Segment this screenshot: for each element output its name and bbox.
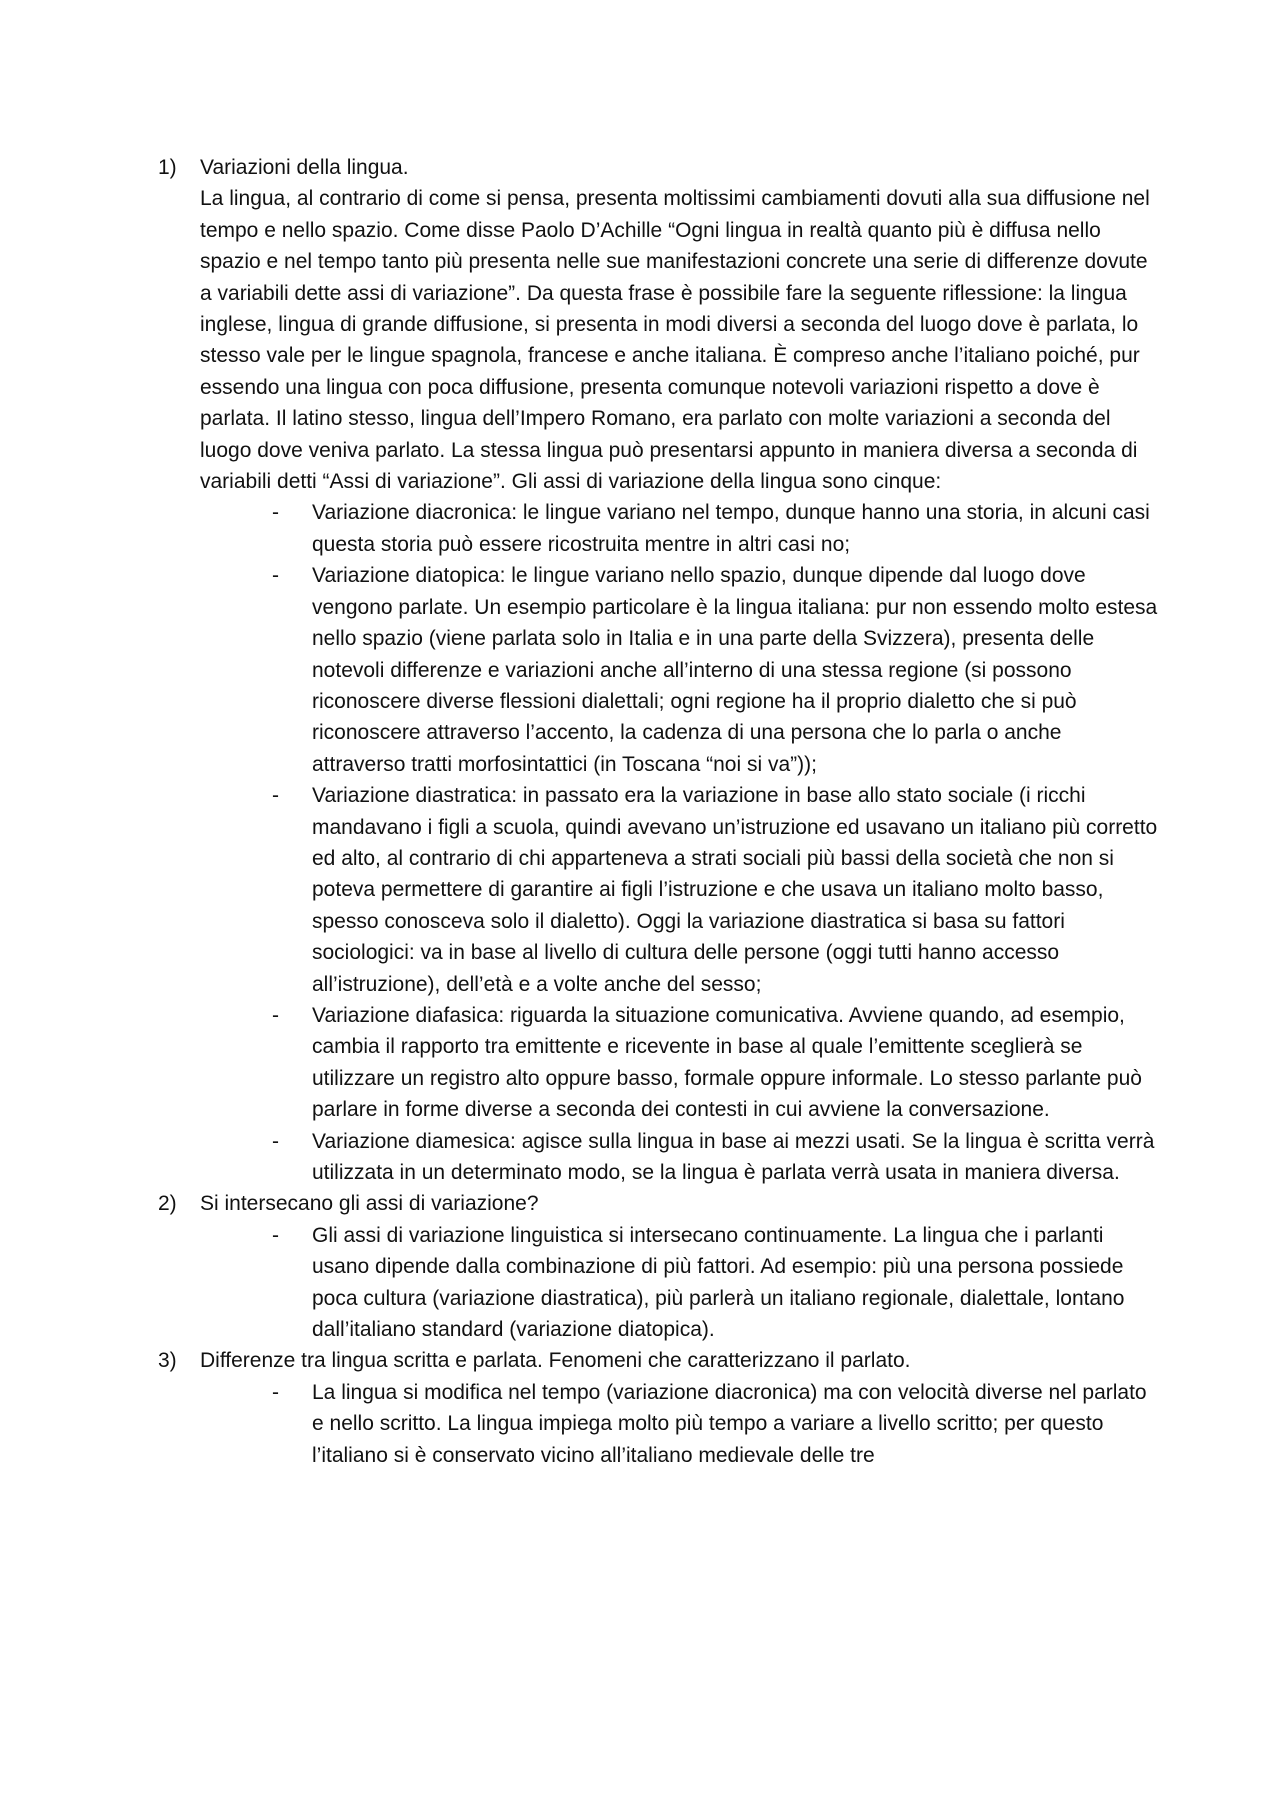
section-number: 2) [158,1192,177,1216]
list-item-text: Variazione diamesica: agisce sulla lingua in base ai mezzi usati. Se la lingua è scritta verrà utilizzata in un determinato modo, se la lingua è parlata verrà usata in maniera diversa. [312,1129,1155,1184]
section-title: Variazioni della lingua. [200,156,409,179]
section-title: Differenze tra lingua scritta e parlata. Fenomeni che caratterizzano il parlato. [200,1349,911,1373]
list-item [272,560,1158,780]
bullet-dash: - [272,564,279,588]
section-paragraph: La lingua, al contrario di come si pensa, presenta moltissimi cambiamenti dovuti alla sua diffusione nel tempo e nello spazio. Come disse Paolo D’Achille “Ogni lingua in realtà quanto più è diffusa nello spazio e nel tempo tanto più presenta nelle sue manifestazioni concrete una serie di differenze dovute a variabili dette assi di variazione”. Da questa frase è possibile fare la seguente riflessione: la lingua inglese, lingua di grande diffusione, si presenta in modi diversi a seconda del luogo dove è parlata, lo stesso vale per le lingue spagnola, francese e anche italiana. È compreso anche l’italiano poiché, pur essendo una lingua con poca diffusione, presenta comunque notevoli variazioni rispetto a dove è parlata. Il latino stesso, lingua dell’Impero Romano, era parlato con molte variazioni a seconda del luogo dove veniva parlato. La stessa lingua può presentarsi appunto in maniera diversa a seconda di variabili detti “Assi di variazione”. Gli assi di variazione della lingua sono cinque: [200,187,1150,494]
list-item-text: Variazione diafasica: riguarda la situazione comunicativa. Avviene quando, ad esempio, cambia il rapporto tra emittente e ricevente in base al quale l’emittente sceglierà se utilizzare un registro alto oppure basso, formale oppure informale. Lo stesso parlante può parlare in forme diverse a seconda dei contesti in cui avviene la conversazione. [312,1003,1142,1122]
list-item [272,1377,1158,1471]
list-item [272,1126,1158,1189]
section-number: 3) [158,1349,177,1373]
list-item [272,780,1158,1000]
bullet-list [158,1377,1158,1471]
bullet-dash: - [272,1003,279,1027]
bullet-dash: - [272,784,279,808]
bullet-dash: - [272,1380,279,1404]
section-2 [158,1188,1158,1345]
section-1 [158,152,1158,1188]
bullet-dash: - [272,1129,279,1153]
bullet-dash: - [272,501,279,525]
section-number: 1) [158,156,177,179]
bullet-list [158,1220,1158,1346]
bullet-list [158,497,1158,1188]
section-title: Si intersecano gli assi di variazione? [200,1192,539,1216]
list-item-text: Variazione diastratica: in passato era la variazione in base allo stato sociale (i ricchi mandavano i figli a scuola, quindi avevano un’istruzione ed usavano un italiano più corretto ed alto, al contrario di chi apparteneva a strati sociali più bassi della società che non si poteva permettere di garantire ai figli l’istruzione e che usava un italiano molto basso, spesso conosceva solo il dialetto). Oggi la variazione diastratica si basa su fattori sociologici: va in base al livello di cultura delle persone (oggi tutti hanno accesso all’istruzione), dell’età e a volte anche del sesso; [312,784,1158,996]
list-item [272,497,1158,560]
bullet-dash: - [272,1223,279,1247]
section-3 [158,1345,1158,1471]
list-item [272,1220,1158,1346]
list-item-text: Variazione diatopica: le lingue variano nello spazio, dunque dipende dal luogo dove vengono parlate. Un esempio particolare è la lingua italiana: pur non essendo molto estesa nello spazio (viene parlata solo in Italia e in una parte della Svizzera), presenta delle notevoli differenze e variazioni anche all’interno di una stessa regione (si possono riconoscere diverse flessioni dialettali; ogni regione ha il proprio dialetto che si può riconoscere attraverso l’accento, la cadenza di una persona che lo parla o anche attraverso tratti morfosintattici (in Toscana “noi si va”)); [312,564,1158,776]
list-item [272,1000,1158,1126]
list-item-text: Gli assi di variazione linguistica si intersecano continuamente. La lingua che i parlanti usano dipende dalla combinazione di più fattori. Ad esempio: più una persona possiede poca cultura (variazione diastratica), più parlerà un italiano regionale, dialettale, lontano dall’italiano standard (variazione diatopica). [312,1223,1125,1342]
list-item-text: La lingua si modifica nel tempo (variazione diacronica) ma con velocità diverse nel parlato e nello scritto. La lingua impiega molto più tempo a variare a livello scritto; per questo l’italiano si è conservato vicino all’italiano medievale delle tre [312,1380,1147,1467]
list-item-text: Variazione diacronica: le lingue variano nel tempo, dunque hanno una storia, in alcuni casi questa storia può essere ricostruita mentre in altri casi no; [312,501,1150,556]
document-content [158,152,1158,1471]
